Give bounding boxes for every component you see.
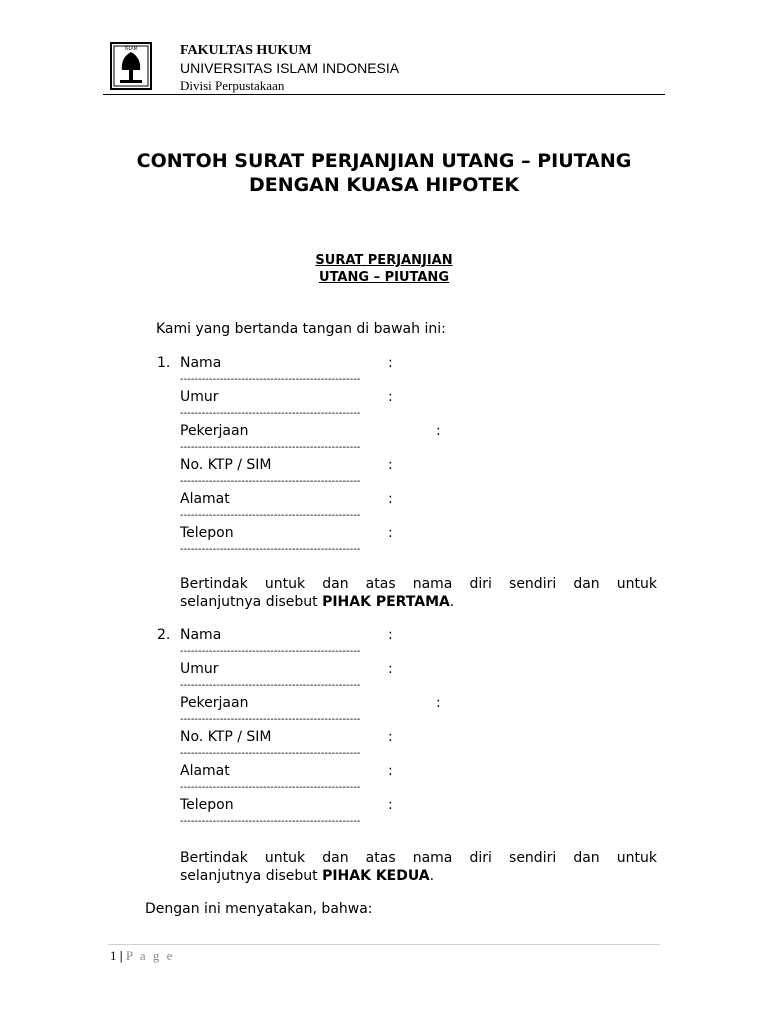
document-title-line2: DENGAN KUASA HIPOTEK [248,174,520,196]
page-number: 1 [110,948,117,963]
party1-field-label: No. KTP / SIM [180,457,272,473]
party1-fill-line: -------------------------------------------------- [180,544,361,555]
party2-fill-line: -------------------------------------------------- [180,646,361,657]
footer-divider [108,944,660,945]
party1-fill-line: -------------------------------------------------- [180,476,361,487]
page-label: P a g e [125,948,175,963]
party2-field-colon: : [388,763,393,779]
party2-statement-suffix: . [429,868,435,884]
party1-field-colon: : [388,389,393,405]
party1-statement-suffix: . [449,594,455,610]
party1-field-colon: : [388,355,393,371]
party1-field-label: Telepon [180,525,234,541]
party1-field-label: Umur [180,389,219,405]
party2-fill-line: -------------------------------------------------- [180,680,361,691]
party1-number: 1. [157,355,171,371]
intro-text: Kami yang bertanda tangan di bawah ini: [156,321,446,337]
party1-field-label: Pekerjaan [180,423,249,439]
agreement-subtitle-line2: UTANG – PIUTANG [319,270,449,285]
party2-field-colon: : [388,661,393,677]
party2-statement-prefix: selanjutnya disebut [180,868,323,884]
party1-fill-line: -------------------------------------------------- [180,374,361,385]
party1-statement-prefix: selanjutnya disebut [180,594,323,610]
party2-statement-line1: Bertindak untuk dan atas nama diri sendiri dan untuk [180,850,657,866]
party1-field-label: Nama [180,355,222,371]
party1-field-colon: : [436,423,441,439]
party2-field-colon: : [388,797,393,813]
party2-field-colon: : [388,627,393,643]
party2-number: 2. [157,627,171,643]
party2-field-label: Umur [180,661,219,677]
party1-field-colon: : [388,457,393,473]
svg-text:ISLAM: ISLAM [124,46,138,51]
university-logo [110,42,152,92]
party2-fill-line: -------------------------------------------------- [180,748,361,759]
party2-designation: PIHAK KEDUA [322,868,430,884]
party2-statement [180,849,657,885]
party2-field-label: Telepon [180,797,234,813]
header-divider [103,94,665,95]
page-separator: | [119,948,123,963]
university-name: UNIVERSITAS ISLAM INDONESIA [180,60,400,76]
party2-field-colon: : [436,695,441,711]
party2-fill-line: -------------------------------------------------- [180,816,361,827]
party2-fill-line: -------------------------------------------------- [180,782,361,793]
party2-field-label: No. KTP / SIM [180,729,272,745]
party2-field-label: Alamat [180,763,230,779]
party1-fill-line: -------------------------------------------------- [180,510,361,521]
faculty-name: FAKULTAS HUKUM [180,43,312,58]
party1-field-colon: : [388,491,393,507]
declaration-text: Dengan ini menyatakan, bahwa: [145,901,373,917]
party1-designation: PIHAK PERTAMA [322,594,450,610]
document-title-line1: CONTOH SURAT PERJANJIAN UTANG – PIUTANG [136,150,632,172]
division-name: Divisi Perpustakaan [180,78,285,93]
page-footer [110,948,174,964]
party1-field-colon: : [388,525,393,541]
party2-field-label: Nama [180,627,222,643]
party1-field-label: Alamat [180,491,230,507]
party2-fill-line: -------------------------------------------------- [180,714,361,725]
party1-fill-line: -------------------------------------------------- [180,408,361,419]
party1-statement-line1: Bertindak untuk dan atas nama diri sendiri dan untuk [180,576,657,592]
party2-field-label: Pekerjaan [180,695,249,711]
party1-statement [180,575,657,611]
party1-fill-line: -------------------------------------------------- [180,442,361,453]
party2-field-colon: : [388,729,393,745]
agreement-subtitle-line1: SURAT PERJANJIAN [315,253,453,268]
